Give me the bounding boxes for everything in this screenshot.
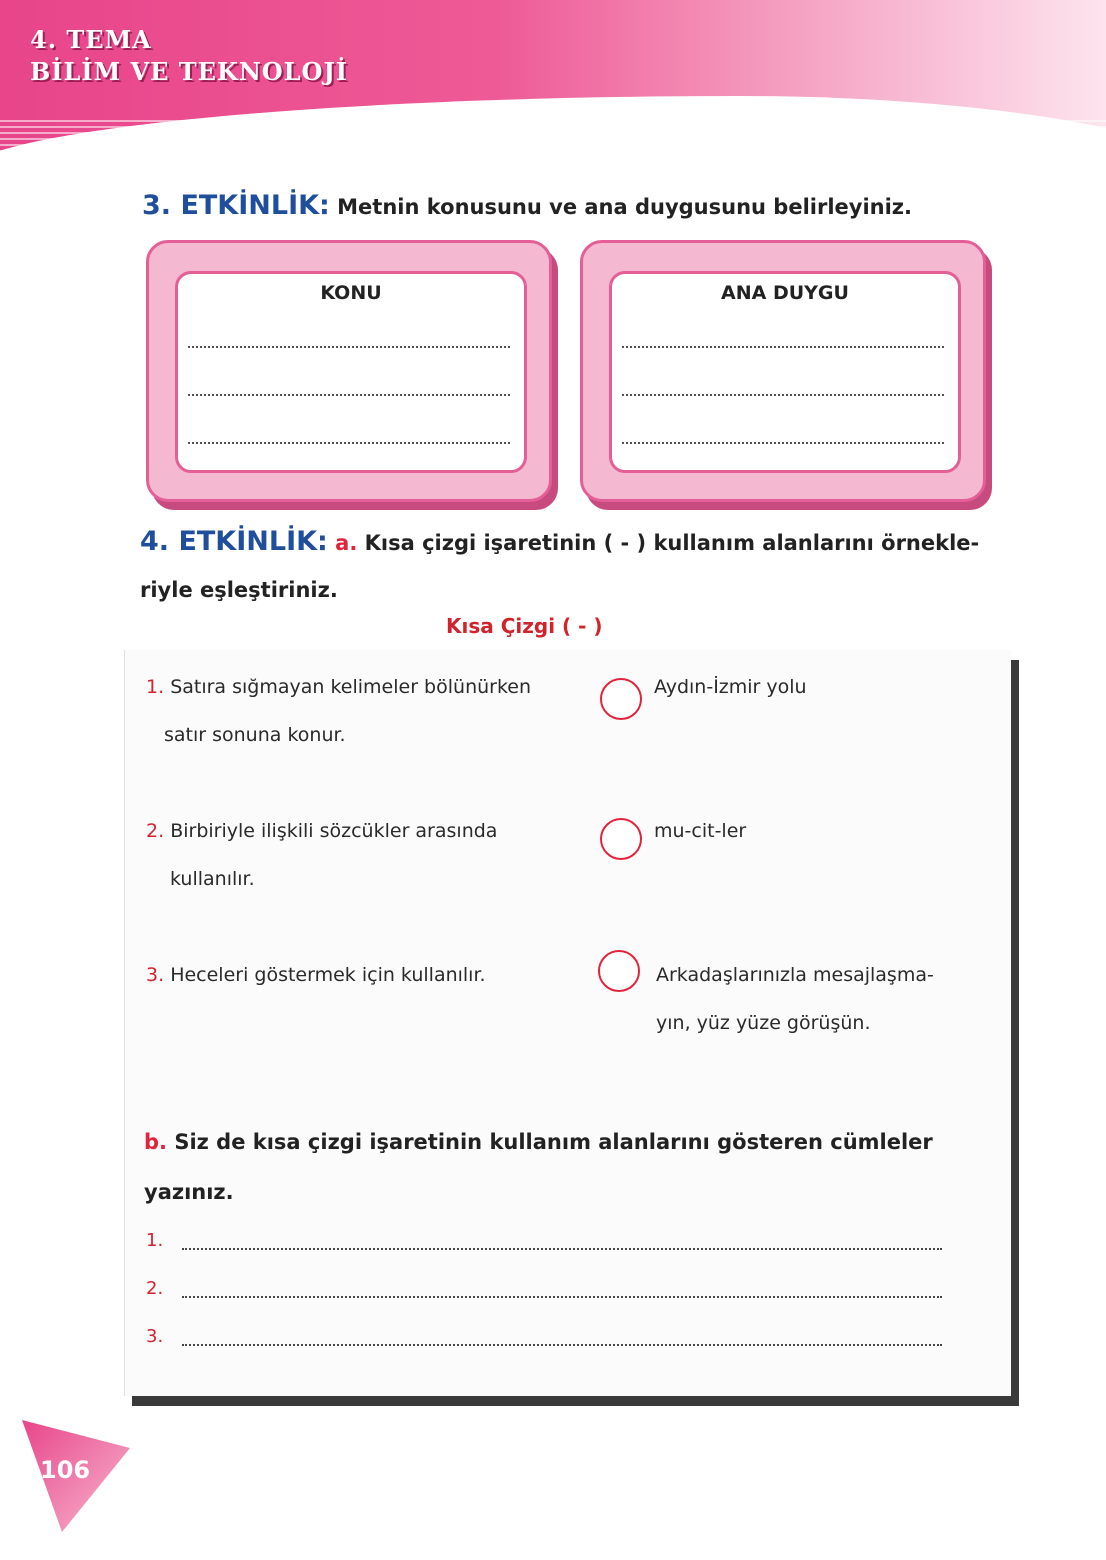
konu-answer-area <box>175 271 527 473</box>
part-b-heading <box>144 1130 933 1154</box>
activity3-number: 3. ETKİNLİK: <box>142 190 330 221</box>
theme-name: BİLİM VE TEKNOLOJİ <box>30 57 349 86</box>
example-1: Aydın-İzmir yolu <box>654 676 807 698</box>
activity4-number: 4. ETKİNLİK: <box>140 526 328 557</box>
example-2: mu-cit-ler <box>654 820 747 842</box>
part-b-line1: Siz de kısa çizgi işaretinin kullanım alanlarını gösteren cümleler <box>174 1130 933 1154</box>
write-number-3: 3. <box>146 1326 164 1347</box>
write-line-3[interactable] <box>182 1344 942 1346</box>
item-2-number: 2. <box>146 820 165 842</box>
part-b-line2: yazınız. <box>144 1180 234 1204</box>
ana-duygu-title: ANA DUYGU <box>721 282 849 304</box>
match-circle-2[interactable] <box>600 818 642 860</box>
item-1-line1 <box>146 676 531 698</box>
item-1-number: 1. <box>146 676 165 698</box>
example-3-line1: Arkadaşlarınızla mesajlaşma- <box>656 964 934 986</box>
ana-duygu-line-2[interactable] <box>622 394 944 396</box>
match-circle-1[interactable] <box>600 678 642 720</box>
item-1-line2: satır sonuna konur. <box>164 724 346 746</box>
item-3-number: 3. <box>146 964 165 986</box>
ana-duygu-line-1[interactable] <box>622 346 944 348</box>
item-2-line2: kullanılır. <box>170 868 255 890</box>
theme-title <box>30 24 348 88</box>
page-number-badge <box>14 1414 134 1534</box>
konu-title: KONU <box>320 282 382 304</box>
activity4-heading <box>140 526 979 557</box>
item-2-line1 <box>146 820 497 842</box>
kisa-cizgi-subtitle: Kısa Çizgi ( - ) <box>446 614 603 638</box>
write-line-2[interactable] <box>182 1296 942 1298</box>
item-3-line1 <box>146 964 486 986</box>
ana-duygu-answer-area <box>609 271 961 473</box>
ana-duygu-box <box>580 240 986 502</box>
matching-paper <box>124 650 1011 1396</box>
item-3-text: Heceleri göstermek için kullanılır. <box>170 964 486 986</box>
item-2-text: Birbiriyle ilişkili sözcükler arasında <box>170 820 498 842</box>
write-number-1: 1. <box>146 1230 164 1251</box>
theme-number: 4. TEMA <box>30 25 152 54</box>
write-line-1[interactable] <box>182 1248 942 1250</box>
ana-duygu-line-3[interactable] <box>622 442 944 444</box>
activity3-heading <box>142 190 912 221</box>
example-3-line2: yın, yüz yüze görüşün. <box>656 1012 871 1034</box>
header-stripes <box>0 120 1106 180</box>
activity4-part-a-letter: a. <box>335 531 358 555</box>
page-number: 106 <box>40 1456 91 1484</box>
konu-box <box>146 240 552 502</box>
konu-line-3[interactable] <box>188 442 510 444</box>
konu-line-1[interactable] <box>188 346 510 348</box>
write-number-2: 2. <box>146 1278 164 1299</box>
activity4-instruction-line2: riyle eşleştiriniz. <box>140 578 338 602</box>
konu-line-2[interactable] <box>188 394 510 396</box>
part-b-letter: b. <box>144 1130 168 1154</box>
match-circle-3[interactable] <box>598 950 640 992</box>
activity4-instruction-line1: Kısa çizgi işaretinin ( - ) kullanım alanlarını örnekle- <box>364 531 980 555</box>
activity3-instruction: Metnin konusunu ve ana duygusunu belirleyiniz. <box>337 195 913 219</box>
item-1-text: Satıra sığmayan kelimeler bölünürken <box>170 676 532 698</box>
